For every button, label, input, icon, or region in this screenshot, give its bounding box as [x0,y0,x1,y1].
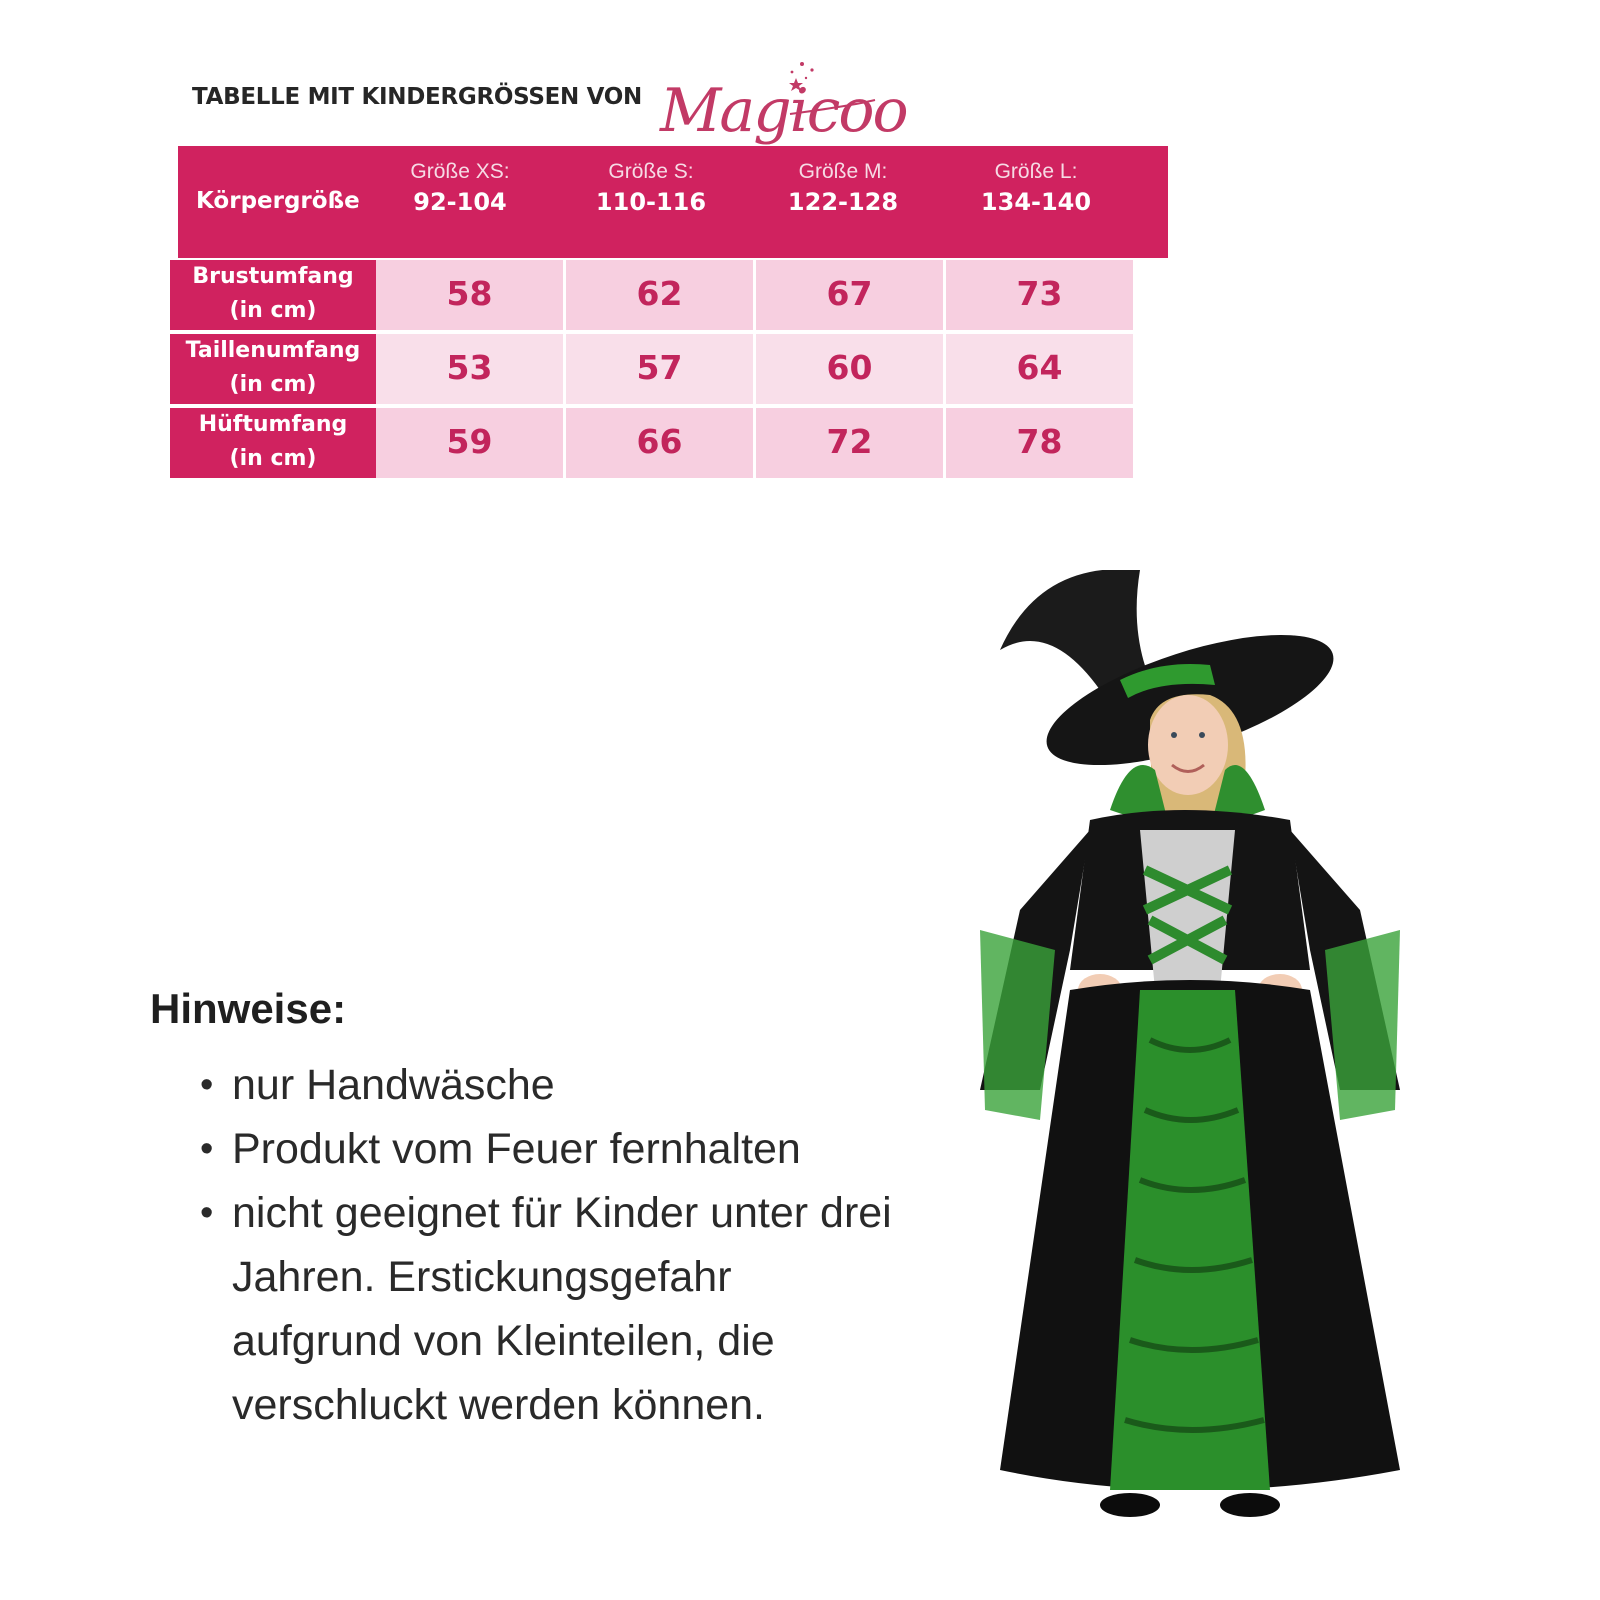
table-cell: 67 [756,260,946,330]
row-label-name: Brustumfang [192,264,354,289]
size-range: 110-116 [595,188,707,216]
note-text: nicht geeignet für Kinder unter drei Jahren. Erstickungsgefahr aufgrund von Kleinteilen, die verschluckt werden können. [232,1189,892,1429]
row-label-unit: (in cm) [229,446,317,471]
table-header-row [178,146,1168,258]
witch-costume-photo [980,570,1450,1550]
size-chart-heading: TABELLE MIT KINDERGRÖSSEN VON [192,84,642,110]
table-cell: 59 [376,408,566,478]
row-label-unit: (in cm) [229,298,317,323]
size-label: Größe S: [608,160,694,183]
notes-list [150,1053,910,1437]
table-cell: 57 [566,334,756,404]
bullet-icon: • [200,1128,214,1170]
table-cell: 73 [946,260,1136,330]
bullet-icon: • [200,1192,214,1234]
size-range: 122-128 [787,188,899,216]
note-text: nur Handwäsche [232,1061,555,1109]
table-cell: 66 [566,408,756,478]
bullet-icon: • [200,1064,214,1106]
row-cells [376,334,1160,404]
size-range: 92-104 [413,188,507,216]
size-table [170,146,1168,484]
note-text: Produkt vom Feuer fernhalten [232,1125,801,1173]
table-cell: 78 [946,408,1136,478]
magicoo-logo [660,56,907,156]
row-label [170,408,376,478]
header-col-l [946,160,1126,216]
size-range: 134-140 [980,188,1092,216]
header-col-m [753,160,933,216]
notes-title: Hinweise: [150,985,347,1032]
header-col-s [561,160,741,216]
list-item [200,1181,910,1437]
header-col-xs [370,160,550,216]
list-item [200,1053,910,1117]
row-label [170,334,376,404]
table-cell: 60 [756,334,946,404]
size-label: Größe XS: [410,160,510,183]
header-label-body-height: Körpergröße [196,188,360,214]
row-label-unit: (in cm) [229,372,317,397]
table-row-hip [170,408,1160,478]
size-label: Größe M: [798,160,888,183]
row-cells [376,260,1160,330]
witch-costume-illustration [980,570,1450,1550]
care-notes [150,985,910,1437]
brand-name: Magicoo [660,76,907,146]
row-label-name: Hüftumfang [198,412,348,437]
table-cell: 64 [946,334,1136,404]
table-row-chest [170,260,1160,330]
table-cell: 58 [376,260,566,330]
table-cell: 72 [756,408,946,478]
table-cell: 53 [376,334,566,404]
row-cells [376,408,1160,478]
table-row-waist [170,334,1160,404]
size-label: Größe L: [994,160,1078,183]
table-cell: 62 [566,260,756,330]
list-item [200,1117,910,1181]
row-label [170,260,376,330]
row-label-name: Taillenumfang [185,338,361,363]
